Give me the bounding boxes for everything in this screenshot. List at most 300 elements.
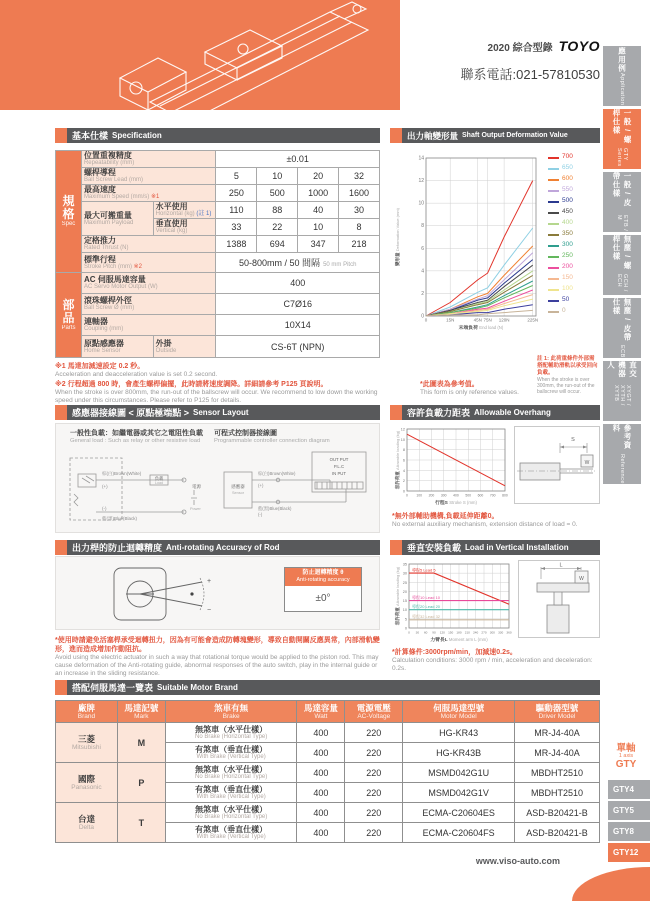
svg-text:35: 35 xyxy=(402,562,407,567)
motor-table xyxy=(55,700,600,843)
legend-label: 50 xyxy=(562,296,570,304)
section-title-en: Specification xyxy=(112,131,162,140)
spec-value: 347 xyxy=(298,236,339,253)
load-label-zh: 負載 xyxy=(154,476,164,481)
svg-text:60: 60 xyxy=(423,630,428,635)
spec-label: 最高速度 Maximum Speed (mm/s) ※1 xyxy=(81,185,216,202)
motor-model: MSMD042G1U xyxy=(403,763,515,783)
anti-rotating-panel xyxy=(55,556,380,630)
vertical-installation-diagram xyxy=(519,561,599,637)
motor-model: HG-KR43 xyxy=(403,723,515,743)
accuracy-box-header xyxy=(285,568,361,586)
spec-row xyxy=(56,168,380,185)
legend-label: 400 xyxy=(562,219,573,227)
svg-text:導程20 Lead 20: 導程20 Lead 20 xyxy=(412,603,441,609)
spec-value: 30 xyxy=(339,202,380,219)
svg-text:行程S Stroke S (mm): 行程S Stroke S (mm) xyxy=(435,500,477,506)
svg-text:末端負荷 End load (N): 末端負荷 End load (N) xyxy=(458,325,504,331)
legend-swatch xyxy=(548,289,559,291)
dim-label-l: L xyxy=(559,562,563,569)
legend-label: 500 xyxy=(562,197,573,205)
sidebar-tab-gty-series[interactable] xyxy=(603,109,641,169)
spec-label: 原點感應器 Home Sensor xyxy=(81,336,153,358)
spec-value: 20 xyxy=(298,168,339,185)
legend-swatch xyxy=(548,179,559,181)
spec-value: 8 xyxy=(339,219,380,236)
svg-text:120: 120 xyxy=(439,630,445,635)
section-header-vertical xyxy=(390,540,600,555)
series-group-zh: 單軸 xyxy=(616,743,636,754)
plc-title-en: Programmable controller connection diagram xyxy=(214,438,330,444)
spec-row xyxy=(56,315,380,336)
section-header-anti xyxy=(55,540,380,555)
section-title-zh: 搭配伺服馬達一覽表 xyxy=(72,683,154,693)
spec-sublabel: 垂直使用 Vertical (kg) xyxy=(153,219,216,236)
plc-name-label: P.L.C xyxy=(333,464,345,469)
legend-label: 550 xyxy=(562,186,573,194)
svg-text:容許荷重 Allowable loading (kg): 容許荷重 Allowable loading (kg) xyxy=(395,566,400,626)
spec-sublabel: 水平使用 Horizontal (kg) (註 1) xyxy=(153,202,216,219)
svg-text:700: 700 xyxy=(489,493,496,498)
legend-item-550 xyxy=(548,185,573,196)
spec-value: 32 xyxy=(339,168,380,185)
motor-mark: M xyxy=(117,723,165,763)
spec-label: 滾珠螺桿外徑 Ball Screw Ø (mm) xyxy=(81,294,216,315)
legend-item-200 xyxy=(548,262,573,273)
sidebar-tab-reference[interactable] xyxy=(603,424,641,484)
legend-label: 300 xyxy=(562,241,573,249)
section-header-sensor xyxy=(55,405,380,420)
svg-text:5: 5 xyxy=(404,617,407,622)
plc-title xyxy=(214,430,374,445)
sidebar-tab-application[interactable] xyxy=(603,46,641,106)
anti-rotating-note xyxy=(55,636,383,679)
legend-swatch xyxy=(548,311,559,313)
tab-label-zh: 無塵 / 皮帶仕樣 xyxy=(612,298,632,342)
driver-model: MR-J4-40A xyxy=(515,743,600,763)
svg-text:100: 100 xyxy=(416,493,423,498)
legend-label: 650 xyxy=(562,164,573,172)
svg-text:導程5 Lead 5: 導程5 Lead 5 xyxy=(412,567,436,573)
spec-sublabel: 外掛 Outside xyxy=(153,336,216,358)
wire-label-minus: (-) xyxy=(258,512,263,517)
vertical-load-chart xyxy=(392,558,516,653)
svg-text:15: 15 xyxy=(402,599,407,604)
legend-swatch xyxy=(548,256,559,258)
plus-label: + xyxy=(207,578,212,585)
wire-label-minus: (-) xyxy=(102,506,107,511)
section-title-zh: 出力桿的防止迴轉精度 xyxy=(72,543,163,553)
spec-row xyxy=(56,336,380,358)
section-title-zh: 感應器接線圖 < 原點極端點 > xyxy=(72,408,190,418)
series-nav-item-gty4[interactable]: GTY4 xyxy=(608,780,650,799)
section-title-en: Shaft Output Deformation Value xyxy=(462,132,568,139)
spec-row xyxy=(56,273,380,294)
brand-panasonic: 國際 Panasonic xyxy=(56,763,118,803)
spec-row xyxy=(56,294,380,315)
tab-label-en: ETB / M xyxy=(616,215,628,232)
motor-model: HG-KR43B xyxy=(403,743,515,763)
general-load-title-zh: 一般性負載：如繼電器或其它之電阻性負載 xyxy=(70,430,203,437)
svg-text:6: 6 xyxy=(402,458,405,463)
legend-label: 100 xyxy=(562,285,573,293)
legend-item-400 xyxy=(548,218,573,229)
tab-label-en: GCH / ECH xyxy=(616,273,628,292)
accuracy-title-zh: 防止迴轉精度 θ xyxy=(302,570,344,576)
motor-col-driver-model: 驅動器型號 Driver Model xyxy=(515,701,600,723)
svg-text:500: 500 xyxy=(465,493,472,498)
spec-row xyxy=(56,151,380,168)
motor-table-wrap xyxy=(55,700,600,843)
brake-type: 無煞車（水平仕樣） No Brake (Horizontal Type) xyxy=(165,723,297,743)
section-title-zh: 容許負載力距表 xyxy=(407,408,471,418)
section-title-zh: 基本仕樣 xyxy=(72,131,109,141)
ref-note-en: This form is only reference values. xyxy=(420,389,519,396)
catalog-title xyxy=(400,38,600,54)
svg-text:240: 240 xyxy=(473,630,479,635)
section-title-zh: 出力軸變形量 xyxy=(407,130,459,141)
legend-item-350 xyxy=(548,229,573,240)
section-title-en: Allowable Overhang xyxy=(474,408,551,417)
legend-swatch xyxy=(548,190,559,192)
series-group-code: GTY xyxy=(615,758,637,770)
svg-text:90: 90 xyxy=(432,630,436,635)
spec-value: 110 xyxy=(216,202,257,219)
motor-col-ac-voltage: 電源電壓 AC-Voltage xyxy=(345,701,403,723)
legend-label: 200 xyxy=(562,263,573,271)
svg-text:200: 200 xyxy=(428,493,435,498)
svg-text:25: 25 xyxy=(402,580,407,585)
vertical-load-chart-svg xyxy=(392,558,516,648)
general-load-title-en: General load : Such as relay or other resistive load xyxy=(70,438,201,444)
overhang-chart xyxy=(392,424,512,515)
spec-row xyxy=(56,202,380,219)
overhang-note-zh: *無外部輔助機構,負載延伸距離0。 xyxy=(392,513,499,520)
spec-value: C7Ø16 xyxy=(216,294,380,315)
tab-label-zh: 一般 / 螺桿仕樣 xyxy=(612,109,632,144)
legend-swatch xyxy=(548,157,559,159)
website-link[interactable]: www.viso-auto.com xyxy=(475,856,560,866)
driver-model: MBDHT2510 xyxy=(515,763,600,783)
legend-item-300 xyxy=(548,240,573,251)
spec-label: 位置重複精度 Repeatability (mm) xyxy=(81,151,216,168)
spec-label: 標準行程 Stroke Pitch (mm) ※2 xyxy=(81,253,216,273)
spec-value: 218 xyxy=(339,236,380,253)
legend-swatch xyxy=(548,201,559,203)
spec-value: 1388 xyxy=(216,236,257,253)
legend-label: 700 xyxy=(562,153,573,161)
driver-model: ASD-B20421-B xyxy=(515,823,600,843)
product-line-art xyxy=(0,0,400,110)
spec-label: AC 伺服馬達容量 AC Servo Motor Output (W) xyxy=(81,273,216,294)
legend-label: 250 xyxy=(562,252,573,260)
vertical-diagram-box xyxy=(518,560,600,638)
brand-delta: 台達 Delta xyxy=(56,803,118,843)
section-title-zh: 垂直安裝負載 xyxy=(407,543,462,553)
spec-value: 400 xyxy=(216,273,380,294)
tab-label-zh: 一般 / 皮帶仕樣 xyxy=(612,172,632,207)
spec-note2-en: When the stroke is over 800mm, the run-out of the ballscrew will occur. We recommend to low down the working speed under this circumstances. Please refer to P125 for details. xyxy=(55,389,378,404)
wire-label-blue: 藍(黑)Blue(Black) xyxy=(102,516,138,521)
motor-row xyxy=(56,803,600,823)
svg-text:120N: 120N xyxy=(498,317,510,323)
brake-type: 無煞車（水平仕樣） No Brake (Horizontal Type) xyxy=(165,763,297,783)
svg-text:2: 2 xyxy=(402,479,405,484)
overhang-diagram-box xyxy=(514,426,600,504)
sensor-box-label-en: Sensor xyxy=(231,491,245,495)
legend-item-250 xyxy=(548,251,573,262)
svg-text:150: 150 xyxy=(448,630,454,635)
power-label-en: Power xyxy=(190,507,201,511)
motor-mark: T xyxy=(117,803,165,843)
toyo-logo: TOYO xyxy=(558,38,600,54)
svg-text:2: 2 xyxy=(421,290,424,297)
spec-value: ±0.01 xyxy=(216,151,380,168)
svg-text:330: 330 xyxy=(498,630,504,635)
legend-swatch xyxy=(548,267,559,269)
tab-label-zh: 無塵 / 螺桿仕樣 xyxy=(612,235,632,270)
series-group-en: 1 axis xyxy=(618,752,634,759)
ref-note-zh: *此圖表為參考值。 xyxy=(420,381,479,388)
legend-item-0 xyxy=(548,306,573,317)
motor-row xyxy=(56,763,600,783)
tab-label-zh: 參考資料 xyxy=(612,424,632,450)
plc-in-label: IN PUT xyxy=(331,471,347,476)
section-title-en: Sensor Layout xyxy=(193,408,249,417)
minus-label: − xyxy=(207,607,212,614)
watt-value: 400 xyxy=(297,803,345,823)
spec-note1-en: Acceleration and deacceleration value is set 0.2 second. xyxy=(55,371,218,378)
legend-item-500 xyxy=(548,196,573,207)
legend-item-450 xyxy=(548,207,573,218)
motor-mark: P xyxy=(117,763,165,803)
svg-text:300: 300 xyxy=(440,493,447,498)
spec-label: 最大可搬重量 Maximum Payload xyxy=(81,202,153,236)
sidebar-tab-xygt-xyth-xytb[interactable] xyxy=(603,361,641,421)
watt-value: 400 xyxy=(297,723,345,743)
svg-text:180: 180 xyxy=(456,630,462,635)
svg-text:0: 0 xyxy=(424,317,428,323)
driver-model: ASD-B20421-B xyxy=(515,803,600,823)
motor-model: MSMD042G1V xyxy=(403,783,515,803)
wire-label-plus: (+) xyxy=(258,483,264,488)
svg-text:導程32 Lead 32: 導程32 Lead 32 xyxy=(412,613,441,619)
svg-text:360: 360 xyxy=(506,630,512,635)
motor-col-mark: 馬達記號 Mark xyxy=(117,701,165,723)
svg-text:0: 0 xyxy=(406,493,408,498)
deformation-chart xyxy=(392,150,544,355)
svg-text:600: 600 xyxy=(477,493,484,498)
wire-label-blue: 藍(黑)Blue(Black) xyxy=(258,506,292,511)
svg-text:力臂長L Moment arm L (mm): 力臂長L Moment arm L (mm) xyxy=(430,637,488,643)
anti-rotating-accuracy-box xyxy=(284,567,362,612)
motor-row xyxy=(56,723,600,743)
spec-value: 1000 xyxy=(298,185,339,202)
tab-label-zh: 直交機器人 xyxy=(606,361,638,378)
overhang-note-en: No external auxiliary mechanism, extension distance of load = 0. xyxy=(392,521,578,528)
general-load-title xyxy=(70,430,220,445)
spec-note2-zh: ※2 行程超過 800 時，會產生螺桿偏擺，此時請將速度調降。詳細請參考 P125 頁說明。 xyxy=(55,381,328,388)
legend-item-700 xyxy=(548,152,573,163)
contact-phone: 聯系電話:021-57810530 xyxy=(460,67,600,82)
svg-text:變形量 Deformation Value (mm): 變形量 Deformation Value (mm) xyxy=(395,207,400,267)
svg-text:0: 0 xyxy=(421,313,424,320)
svg-text:10: 10 xyxy=(400,437,405,442)
legend-item-50 xyxy=(548,295,573,306)
spec-value: 5 xyxy=(216,168,257,185)
legend-swatch xyxy=(548,300,559,302)
tab-label-en: Application xyxy=(619,72,625,105)
section-header-spec xyxy=(55,128,380,143)
accuracy-value: ±0° xyxy=(285,586,361,611)
plc-out-label: OUT PUT xyxy=(329,457,349,462)
deformation-chart-svg xyxy=(392,150,544,350)
spec-value: 1600 xyxy=(339,185,380,202)
svg-text:10: 10 xyxy=(418,200,424,207)
weight-label-w: W xyxy=(579,576,584,582)
wire-label-plus: (+) xyxy=(102,484,108,489)
general-load-diagram xyxy=(66,450,214,530)
anti-note-en: Avoid using the electric actuator in such a way that rotational torque would be applied to the piston rod. This may cause deformation of the Anti-rotating guide, abnormal responses of the auto switch, play in the internal guide or an increase in the sliding resistance. xyxy=(55,654,379,677)
brake-type: 有煞車（垂直仕樣） With Brake (Vertical Type) xyxy=(165,823,297,843)
legend-swatch xyxy=(548,278,559,280)
svg-text:30: 30 xyxy=(402,571,407,576)
legend-swatch xyxy=(548,212,559,214)
corner-decoration xyxy=(572,867,650,901)
spec-label: 連軸器 Coupling (mm) xyxy=(81,315,216,336)
svg-text:4: 4 xyxy=(402,468,405,473)
plc-connection-diagram xyxy=(218,444,373,530)
overhang-note xyxy=(392,512,602,530)
vertical-note-en: Calculation conditions: 3000 rpm / min, acceleration and deceleration: 0.2s. xyxy=(392,657,593,672)
side-note-zh: 註 1: 此荷重條件外部需搭配輔助滑軌以承受回向負載。 xyxy=(537,356,598,376)
legend-label: 150 xyxy=(562,274,573,282)
spec-value: 500 xyxy=(257,185,298,202)
legend-label: 350 xyxy=(562,230,573,238)
svg-text:0: 0 xyxy=(408,630,410,635)
motor-header-row xyxy=(56,701,600,723)
driver-model: MR-J4-40A xyxy=(515,723,600,743)
sidebar-tab-etb-m[interactable] xyxy=(603,172,641,232)
deformation-ref-note xyxy=(420,380,590,398)
svg-text:12: 12 xyxy=(400,427,405,432)
brake-type: 有煞車（垂直仕樣） With Brake (Vertical Type) xyxy=(165,743,297,763)
spec-row xyxy=(56,253,380,273)
series-nav-item-gty5[interactable]: GTY5 xyxy=(608,801,650,820)
sensor-box-label-zh: 感應器 xyxy=(231,484,245,489)
spec-value: 22 xyxy=(257,219,298,236)
tab-label-en: XYGT / XYTH / XYTB xyxy=(613,385,631,407)
watt-value: 400 xyxy=(297,783,345,803)
spec-value: 50-800mm / 50 間隔 50 mm Pitch xyxy=(216,253,380,273)
svg-text:270: 270 xyxy=(481,630,487,635)
svg-text:0: 0 xyxy=(402,489,405,494)
wire-label-brown: 棕(白)Brown(White) xyxy=(258,471,296,476)
motor-col-brake: 煞車有無 Brake xyxy=(165,701,297,723)
spec-value: 88 xyxy=(257,202,298,219)
spec-label: 螺桿導程 Ball Screw Lead (mm) xyxy=(81,168,216,185)
svg-text:300: 300 xyxy=(489,630,495,635)
motor-col-motor-model: 伺服馬達型號 Motor Model xyxy=(403,701,515,723)
spec-value: 33 xyxy=(216,219,257,236)
spec-group-spec: 規 格 Spec xyxy=(56,151,82,273)
accuracy-title-en: Anti-rotating accuracy xyxy=(296,577,350,583)
tab-label-en: GTY Series xyxy=(616,147,628,167)
section-header-overhang xyxy=(390,405,600,420)
spec-note1-zh: ※1 馬達加減速設定 0.2 秒。 xyxy=(55,363,145,370)
legend-label: 0 xyxy=(562,307,566,315)
svg-text:20: 20 xyxy=(402,589,407,594)
svg-text:225N: 225N xyxy=(527,317,539,323)
voltage-value: 220 xyxy=(345,783,403,803)
spec-group-parts: 部 品 Parts xyxy=(56,273,82,358)
deformation-legend xyxy=(548,152,573,317)
watt-value: 400 xyxy=(297,743,345,763)
spec-value: 10 xyxy=(257,168,298,185)
sidebar-tab-ecb[interactable] xyxy=(603,298,641,358)
voltage-value: 220 xyxy=(345,723,403,743)
watt-value: 400 xyxy=(297,823,345,843)
side-note-en: When the stroke is over 300mm, the run-out of the ballscrew will occur. xyxy=(537,377,595,395)
svg-text:400: 400 xyxy=(453,493,459,498)
anti-note-zh: *使用時請避免活塞桿承受迴轉扭力，因為有可能會造成防轉塊變形，導致自動開關反應異常，內部滑軌變形，進而造成增加作動阻抗。 xyxy=(55,637,380,653)
load-label-en: Load xyxy=(155,481,163,485)
spec-value: 10 xyxy=(298,219,339,236)
anti-rotating-diagram xyxy=(104,563,254,625)
svg-text:10: 10 xyxy=(402,608,407,613)
brand-mitsubishi: 三菱 Mitsubishi xyxy=(56,723,118,763)
vertical-note xyxy=(392,648,602,674)
legend-swatch xyxy=(548,168,559,170)
motor-model: ECMA-C20604FS xyxy=(403,823,515,843)
motor-col-watt: 馬達容量 Watt xyxy=(297,701,345,723)
spec-value: 250 xyxy=(216,185,257,202)
spec-row xyxy=(56,236,380,253)
sidebar-tab-gch-ech[interactable] xyxy=(603,235,641,295)
legend-swatch xyxy=(548,245,559,247)
weight-label-w: W xyxy=(584,460,590,466)
legend-item-650 xyxy=(548,163,573,174)
svg-text:30: 30 xyxy=(415,630,420,635)
legend-item-100 xyxy=(548,284,573,295)
wire-label-brown: 棕(白)Brown(White) xyxy=(102,471,142,476)
overhang-chart-svg xyxy=(392,424,512,510)
svg-text:12: 12 xyxy=(418,178,424,185)
section-header-motor xyxy=(55,680,600,695)
series-nav-item-gty8[interactable]: GTY8 xyxy=(608,822,650,841)
spec-row xyxy=(56,185,380,202)
voltage-value: 220 xyxy=(345,803,403,823)
legend-label: 450 xyxy=(562,208,573,216)
spec-table xyxy=(55,150,380,358)
plc-title-zh: 可程式控制器接線圖 xyxy=(214,430,277,437)
brake-type: 有煞車（垂直仕樣） With Brake (Vertical Type) xyxy=(165,783,297,803)
tab-label-en: ECB xyxy=(619,345,625,358)
brake-type: 無煞車（水平仕樣） No Brake (Horizontal Type) xyxy=(165,803,297,823)
series-nav-item-gty12[interactable]: GTY12 xyxy=(608,843,650,862)
section-header-deformation xyxy=(390,128,600,143)
legend-swatch xyxy=(548,234,559,236)
catalog-year-label: 2020 綜合型錄 xyxy=(487,43,553,54)
legend-label: 600 xyxy=(562,175,573,183)
svg-text:0: 0 xyxy=(404,626,407,631)
tab-label-en: Reference xyxy=(619,454,625,484)
driver-model: MBDHT2510 xyxy=(515,783,600,803)
spec-value: 694 xyxy=(257,236,298,253)
svg-text:75N: 75N xyxy=(483,317,492,323)
section-title-en: Load in Vertical Installation xyxy=(465,543,569,552)
svg-text:4: 4 xyxy=(421,268,424,275)
